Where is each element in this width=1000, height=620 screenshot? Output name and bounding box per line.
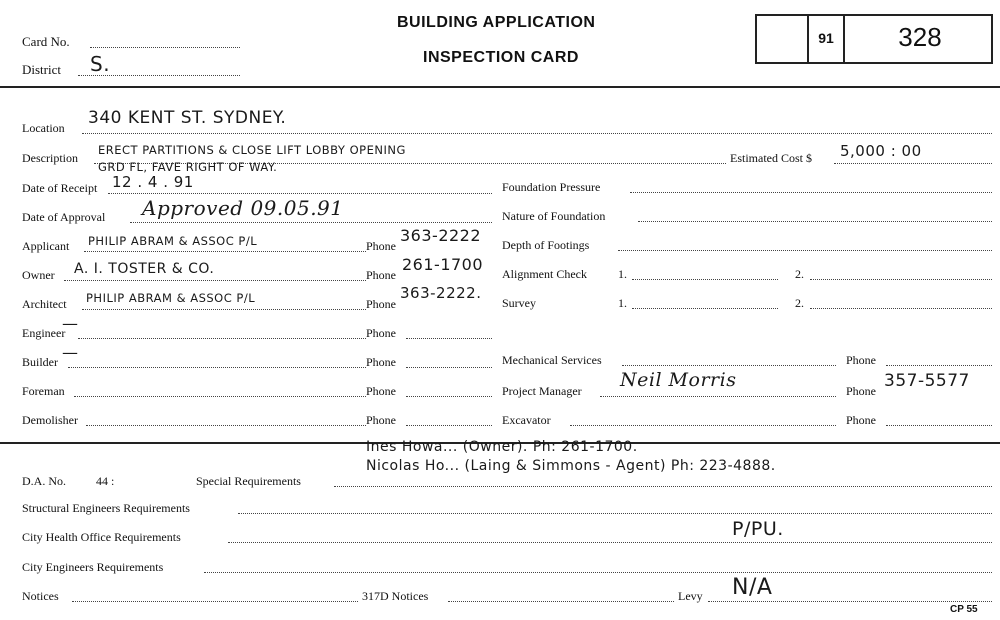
excavator-label: Excavator — [502, 413, 551, 427]
location-value: 340 KENT ST. SYDNEY. — [88, 108, 287, 128]
year-code: 91 — [818, 30, 834, 46]
district-value: S. — [90, 52, 111, 76]
da-label: D.A. No. — [22, 474, 66, 488]
notices-317d-label: 317D Notices — [362, 589, 429, 603]
architect-label: Architect — [22, 297, 67, 311]
foreman-label: Foreman — [22, 384, 65, 398]
special-line1: Ines Howa... (Owner). Ph: 261-1700. — [366, 439, 638, 455]
engineer-value: — — [62, 314, 79, 333]
excavator-phone-label: Phone — [846, 413, 876, 427]
architect-phone-value: 363-2222. — [400, 284, 482, 302]
architect-value: PHILIP ABRAM & ASSOC P/L — [86, 291, 256, 305]
district-label: District — [22, 62, 61, 77]
applicant-value: PHILIP ABRAM & ASSOC P/L — [88, 234, 258, 248]
mechanical-label: Mechanical Services — [502, 353, 602, 367]
card-no-leader — [90, 47, 240, 48]
survey-label: Survey — [502, 296, 536, 310]
estimated-cost-label: Estimated Cost $ — [730, 151, 812, 165]
date-receipt-value: 12 . 4 . 91 — [112, 173, 194, 191]
pm-label: Project Manager — [502, 384, 582, 398]
title-line2: INSPECTION CARD — [423, 49, 579, 66]
form-code: CP 55 — [950, 604, 978, 615]
estimated-cost-value: 5,000 : 00 — [840, 142, 922, 160]
nature-foundation-label: Nature of Foundation — [502, 209, 606, 223]
special-label: Special Requirements — [196, 474, 301, 488]
pm-phone-label: Phone — [846, 384, 876, 398]
survey-num2: 2. — [795, 296, 804, 310]
description-label: Description — [22, 151, 78, 165]
owner-label: Owner — [22, 268, 55, 282]
demolisher-phone-label: Phone — [366, 413, 396, 427]
location-label: Location — [22, 121, 65, 135]
builder-phone-label: Phone — [366, 355, 396, 369]
card-number-box — [755, 14, 993, 64]
title-line1: BUILDING APPLICATION — [397, 14, 596, 31]
mechanical-phone-label: Phone — [846, 353, 876, 367]
card-number: 328 — [898, 22, 942, 52]
engineer-label: Engineer — [22, 326, 66, 340]
architect-phone-label: Phone — [366, 297, 396, 311]
survey-num1: 1. — [618, 296, 627, 310]
date-receipt-label: Date of Receipt — [22, 181, 98, 195]
special-line2: Nicolas Ho... (Laing & Simmons - Agent) Ph: 223-4888. — [366, 458, 776, 474]
pm-value: Neil Morris — [620, 369, 737, 391]
header-divider — [0, 86, 1000, 88]
demolisher-label: Demolisher — [22, 413, 78, 427]
depth-footings-label: Depth of Footings — [502, 238, 590, 252]
applicant-phone-label: Phone — [366, 239, 396, 253]
owner-value: A. I. TOSTER & CO. — [74, 261, 215, 277]
builder-label: Builder — [22, 355, 58, 369]
date-approval-label: Date of Approval — [22, 210, 106, 224]
applicant-phone-value: 363-2222 — [400, 226, 482, 245]
alignment-check-label: Alignment Check — [502, 267, 587, 281]
foreman-phone-label: Phone — [366, 384, 396, 398]
health-label: City Health Office Requirements — [22, 530, 181, 544]
owner-phone-value: 261-1700 — [402, 255, 484, 274]
alignment-num1: 1. — [618, 267, 627, 281]
engineer-phone-label: Phone — [366, 326, 396, 340]
structural-label: Structural Engineers Requirements — [22, 501, 190, 515]
pm-phone-value: 357-5577 — [884, 371, 970, 391]
builder-value: — — [62, 343, 79, 362]
da-value: 44 : — [96, 474, 115, 488]
notices-label: Notices — [22, 589, 59, 603]
description-line1: ERECT PARTITIONS & CLOSE LIFT LOBBY OPENING — [98, 143, 406, 157]
levy-value: N/A — [732, 575, 773, 600]
date-approval-value: Approved 09.05.91 — [142, 196, 344, 220]
alignment-num2: 2. — [795, 267, 804, 281]
health-value: P/PU. — [732, 518, 784, 540]
city-eng-label: City Engineers Requirements — [22, 560, 164, 574]
owner-phone-label: Phone — [366, 268, 396, 282]
levy-label: Levy — [678, 589, 703, 603]
foundation-pressure-label: Foundation Pressure — [502, 180, 601, 194]
description-line2: GRD FL, FAVE RIGHT OF WAY. — [98, 160, 278, 174]
applicant-label: Applicant — [22, 239, 70, 253]
card-no-label: Card No. — [22, 34, 70, 49]
